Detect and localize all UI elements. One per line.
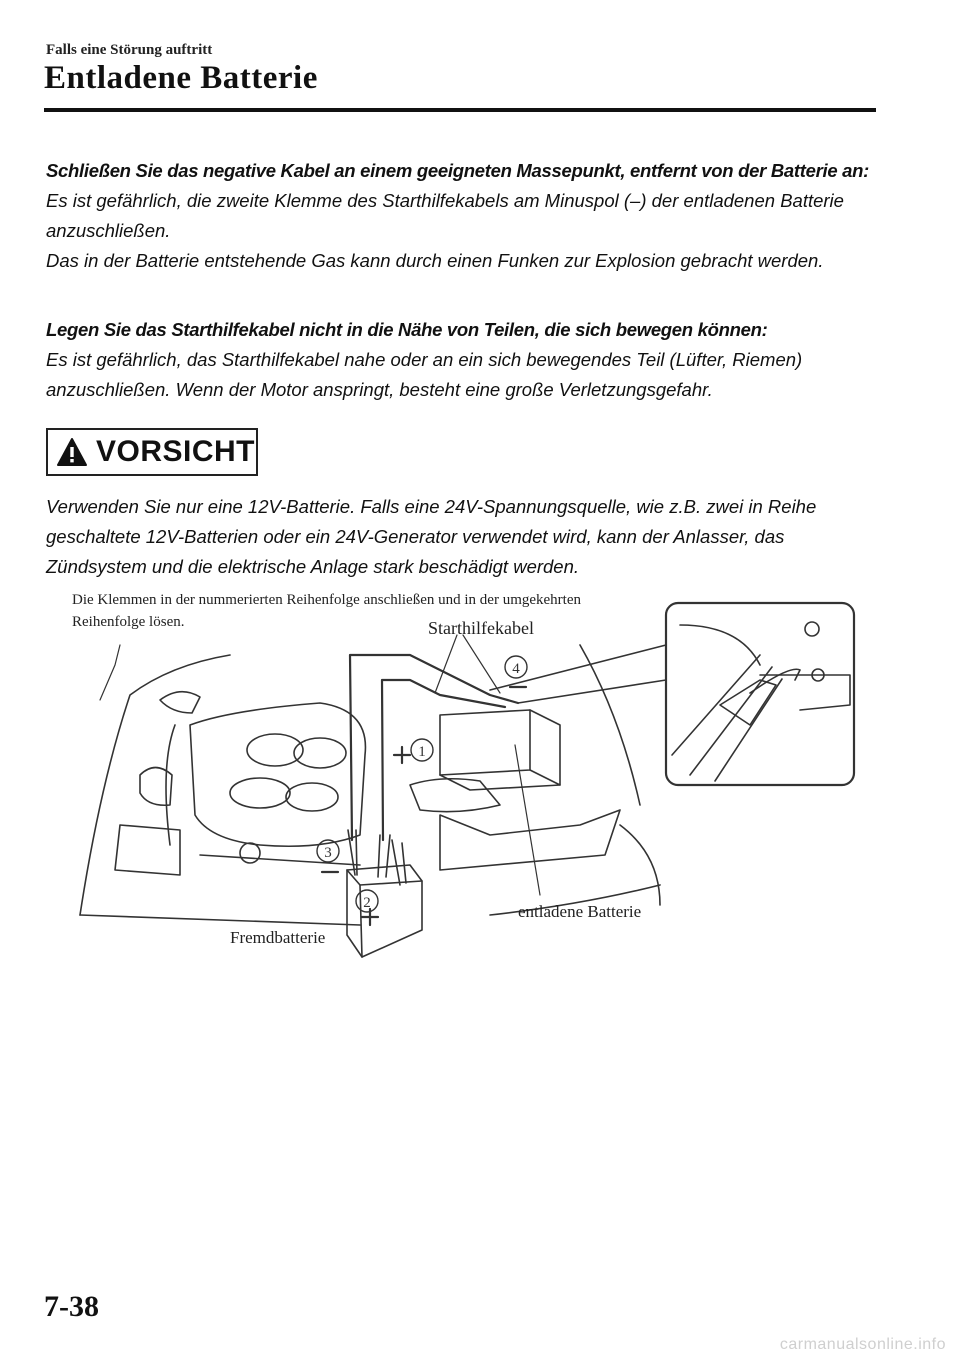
svg-text:1: 1 bbox=[418, 744, 426, 760]
page-number: 7-38 bbox=[44, 1290, 99, 1323]
source-watermark: carmanualsonline.info bbox=[779, 1336, 946, 1353]
warning-block-moving-parts bbox=[46, 315, 886, 405]
jumper-cable-label: Starthilfekabel bbox=[428, 618, 534, 638]
caution-badge bbox=[46, 428, 258, 476]
title-divider bbox=[44, 108, 876, 112]
figure-instruction: Die Klemmen in der nummerierten Reihenfolge anschließen und in der umgekehrten Reihenfolge lösen. bbox=[72, 592, 581, 630]
warning-text: Das in der Batterie entstehende Gas kann durch einen Funken zur Explosion gebracht werden. bbox=[46, 250, 824, 271]
page-title: Entladene Batterie bbox=[44, 60, 318, 96]
warning-text: Es ist gefährlich, das Starthilfekabel nahe oder an ein sich bewegendes Teil (Lüfter, Riemen) anzuschließen. Wenn der Motor anspringt, besteht eine große Verletzungsgefahr. bbox=[46, 349, 803, 400]
warning-triangle-icon bbox=[56, 437, 88, 467]
caution-text: Verwenden Sie nur eine 12V-Batterie. Falls eine 24V-Spannungsquelle, wie z.B. zwei in Reihe geschaltete 12V-Batterien oder ein 24V-Generator verwendet wird, kann der Anlasser, das Zündsystem und die elektrische Anlage stark beschädigt werden. bbox=[46, 496, 817, 577]
caution-label: VORSICHT bbox=[96, 435, 256, 468]
section-label: Falls eine Störung auftritt bbox=[46, 42, 213, 58]
svg-text:4: 4 bbox=[512, 661, 520, 677]
step-marker-4 bbox=[505, 656, 527, 687]
warning-block-ground-cable bbox=[46, 156, 886, 276]
engine-bay-illustration bbox=[60, 585, 880, 975]
warning-heading: Legen Sie das Starthilfekabel nicht in die Nähe von Teilen, die sich bewegen können: bbox=[46, 319, 768, 340]
warning-heading: Schließen Sie das negative Kabel an einem geeigneten Massepunkt, entfernt von der Batterie an: bbox=[46, 160, 870, 181]
warning-text: Es ist gefährlich, die zweite Klemme des Starthilfekabels am Minuspol (–) der entladenen Batterie anzuschließen. bbox=[46, 190, 844, 241]
step-marker-1 bbox=[394, 739, 433, 763]
svg-text:2: 2 bbox=[363, 895, 371, 911]
donor-battery-label: Fremdbatterie bbox=[230, 928, 326, 947]
jump-start-diagram bbox=[60, 585, 880, 975]
svg-text:3: 3 bbox=[324, 845, 332, 861]
step-marker-2 bbox=[356, 890, 378, 925]
dead-battery-label: entladene Batterie bbox=[518, 902, 642, 921]
